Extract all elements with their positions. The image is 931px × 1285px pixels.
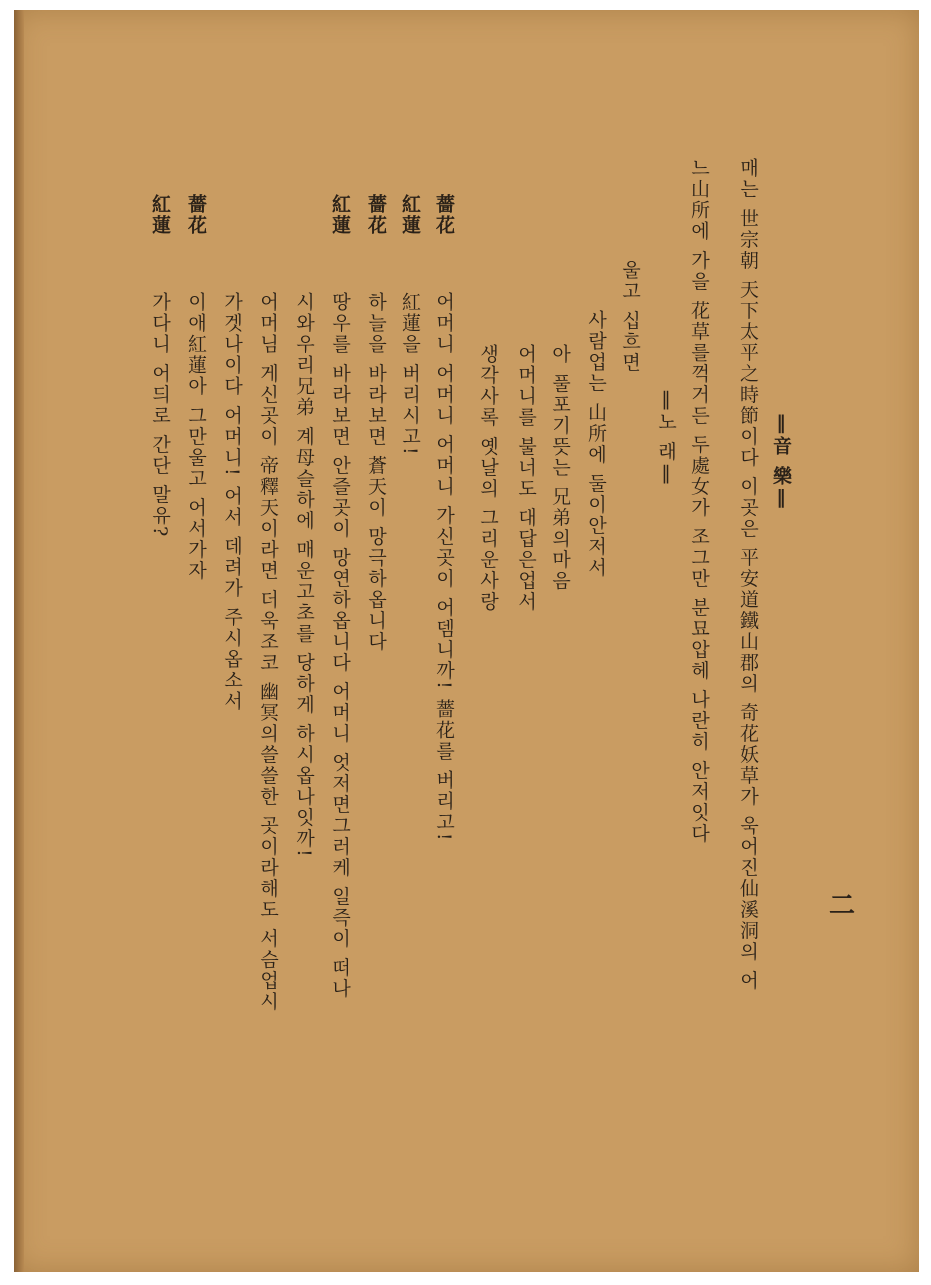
speaker-hongryeon: 紅蓮 xyxy=(149,194,171,236)
music-heading: ‖音 樂‖ xyxy=(770,412,792,511)
speaker-hongryeon: 紅蓮 xyxy=(329,194,351,236)
song-line-1: 울고 십흐면 xyxy=(619,260,641,374)
speaker-janghwa: 薔花 xyxy=(365,194,387,236)
speaker-hongryeon: 紅蓮 xyxy=(399,194,421,236)
speaker-janghwa: 薔花 xyxy=(185,194,207,236)
dialogue-line: 하늘을 바라보면 蒼天이 망극하옵니다 xyxy=(365,292,387,653)
document-page xyxy=(14,10,919,1272)
dialogue-line: 어머니 어머니 어머니 가신곳이 어뎀니까! 薔花를 버리고! xyxy=(433,292,455,843)
song-line-5: 생각사록 옛날의 그리운사랑 xyxy=(477,344,499,613)
dialogue-line: 시와우리兄弟 계母슬하에 매운고초를 당하게 하시옵나잇까! xyxy=(293,292,315,859)
song-line-3: 아 풀포기뜻는 兄弟의마음 xyxy=(549,344,571,592)
dialogue-line: 가다니 어듸로 간단 말유? xyxy=(149,292,171,539)
song-line-2: 사람업는 山所에 둘이안저서 xyxy=(585,310,607,579)
song-line-4: 어머니를 불너도 대답은업서 xyxy=(515,344,537,613)
dialogue-line: 어머님 게신곳이 帝釋天이라면 더욱조코 幽冥의쓸쓸한 곳이라해도 서슴업시 xyxy=(257,292,279,1013)
dialogue-line: 가겟나이다 어머니! 어서 데려가 주시옵소서 xyxy=(221,292,243,712)
song-heading: ‖노 래‖ xyxy=(655,388,677,487)
speaker-janghwa: 薔花 xyxy=(433,194,455,236)
page-fold xyxy=(14,10,24,1272)
dialogue-line: 이애紅蓮아 그만울고 어서가자 xyxy=(185,292,207,582)
dialogue-line: 紅蓮을 버리시고! xyxy=(399,292,421,457)
stage-direction-line-2: 느山所에 가을 花草를꺽거든 두處女가 조그만 분묘압헤 나란히 안저잇다 xyxy=(688,158,710,845)
stage-direction-line-1: 매는 世宗朝 天下太平之時節이다 이곳은 平安道鐵山郡의 奇花妖草가 욱어진仙溪洞의 어 xyxy=(737,158,759,992)
dialogue-line: 땅우를 바라보면 안즐곳이 망연하옵니다 어머니 엇저면그러케 일즉이 떠나 xyxy=(329,292,351,1000)
page-number: 二 xyxy=(829,891,856,921)
